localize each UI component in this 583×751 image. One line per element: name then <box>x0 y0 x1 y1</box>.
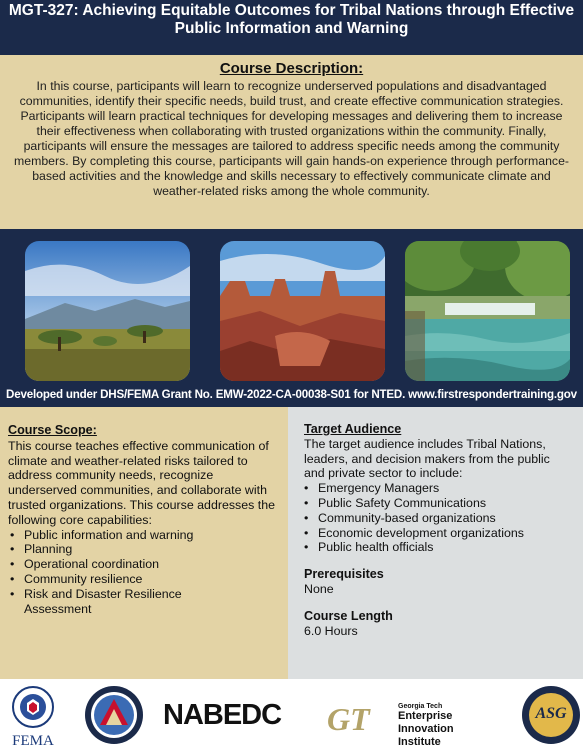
list-item: • Planning <box>10 542 280 557</box>
course-title-line2: Public Information and Warning <box>174 20 409 37</box>
fema-logo <box>8 685 58 747</box>
course-description-section <box>0 55 583 229</box>
list-item: • Community-based organizations <box>304 511 573 526</box>
target-audience-text: The target audience includes Tribal Nations, leaders, and decision makers from the public and private sector to include: <box>304 436 550 481</box>
course-description-text: In this course, participants will learn to recognize underserved populations and disadvantaged communities, identify their specific needs, build trust, and create effective communication strategies. Participants will learn practical techniques for developing messages and delivering them to increase their effectiveness when collaborating with trusted organizations within the community. Finally, participants will ensure the messages are tailored to address specific needs among the community members. By completing this course, participants will gain hands-on experience through performance-based activities and the knowledge and skills necessary to effectively communicate climate and weather-related risks among the whole community. <box>14 79 569 198</box>
course-scope-section <box>0 407 288 679</box>
fema-wordmark: FEMA <box>12 733 54 749</box>
course-scope-heading: Course Scope: <box>8 423 97 437</box>
course-description-heading: Course Description: <box>219 60 364 77</box>
prerequisites-value: None <box>304 581 334 596</box>
gt-monogram: GT <box>327 701 370 737</box>
nabedc-logo <box>163 699 281 732</box>
gt-small-label: Georgia Tech <box>398 703 443 710</box>
course-title-line1: MGT-327: Achieving Equitable Outcomes for Tribal Nations through Effective <box>8 2 575 19</box>
list-item: • Public information and warning <box>10 528 280 543</box>
tribal-seal-logo <box>84 685 144 745</box>
course-length-heading: Course Length <box>304 608 393 623</box>
georgia-tech-logo <box>327 701 370 738</box>
asg-seal-logo <box>521 685 581 745</box>
list-item: • Public Safety Communications <box>304 496 573 511</box>
target-audience-heading: Target Audience <box>304 422 402 436</box>
course-scope-text: This course teaches effective communication of climate and weather-related risks tailored to address community needs, recognize underserved communities, and collaborate with trusted organizations. This course addresses the following core capabilities: <box>8 438 276 527</box>
course-title-banner <box>0 0 583 55</box>
list-item: • Emergency Managers <box>304 481 573 496</box>
grant-credit-text: Developed under DHS/FEMA Grant No. EMW-2022-CA-00038-S01 for NTED. www.firstrespondertraining.gov <box>6 388 577 401</box>
list-item: • Economic development organizations <box>304 526 573 541</box>
audience-list <box>304 481 573 555</box>
list-item: • Community resilience <box>10 572 280 587</box>
course-length-value: 6.0 Hours <box>304 623 358 638</box>
waterfall-pool-photo <box>405 241 570 381</box>
list-item: • Public health officials <box>304 540 573 555</box>
asg-wordmark: ASG <box>535 705 567 722</box>
photo-band <box>0 229 583 407</box>
canyon-mesa-photo <box>220 241 385 381</box>
target-audience-section <box>288 407 583 679</box>
core-capabilities-list <box>10 528 280 617</box>
gt-institute-line2: Institute <box>398 736 441 748</box>
savanna-landscape-photo <box>25 241 190 381</box>
partner-logos-bar <box>0 679 583 751</box>
list-item: • Operational coordination <box>10 557 280 572</box>
gt-institute-line1: Enterprise Innovation <box>398 710 454 735</box>
enterprise-innovation-institute-text <box>398 703 508 749</box>
prerequisites-heading: Prerequisites <box>304 567 384 582</box>
list-item: • Risk and Disaster Resilience Assessment <box>10 587 204 617</box>
nabedc-wordmark: NABEDC <box>163 699 282 731</box>
